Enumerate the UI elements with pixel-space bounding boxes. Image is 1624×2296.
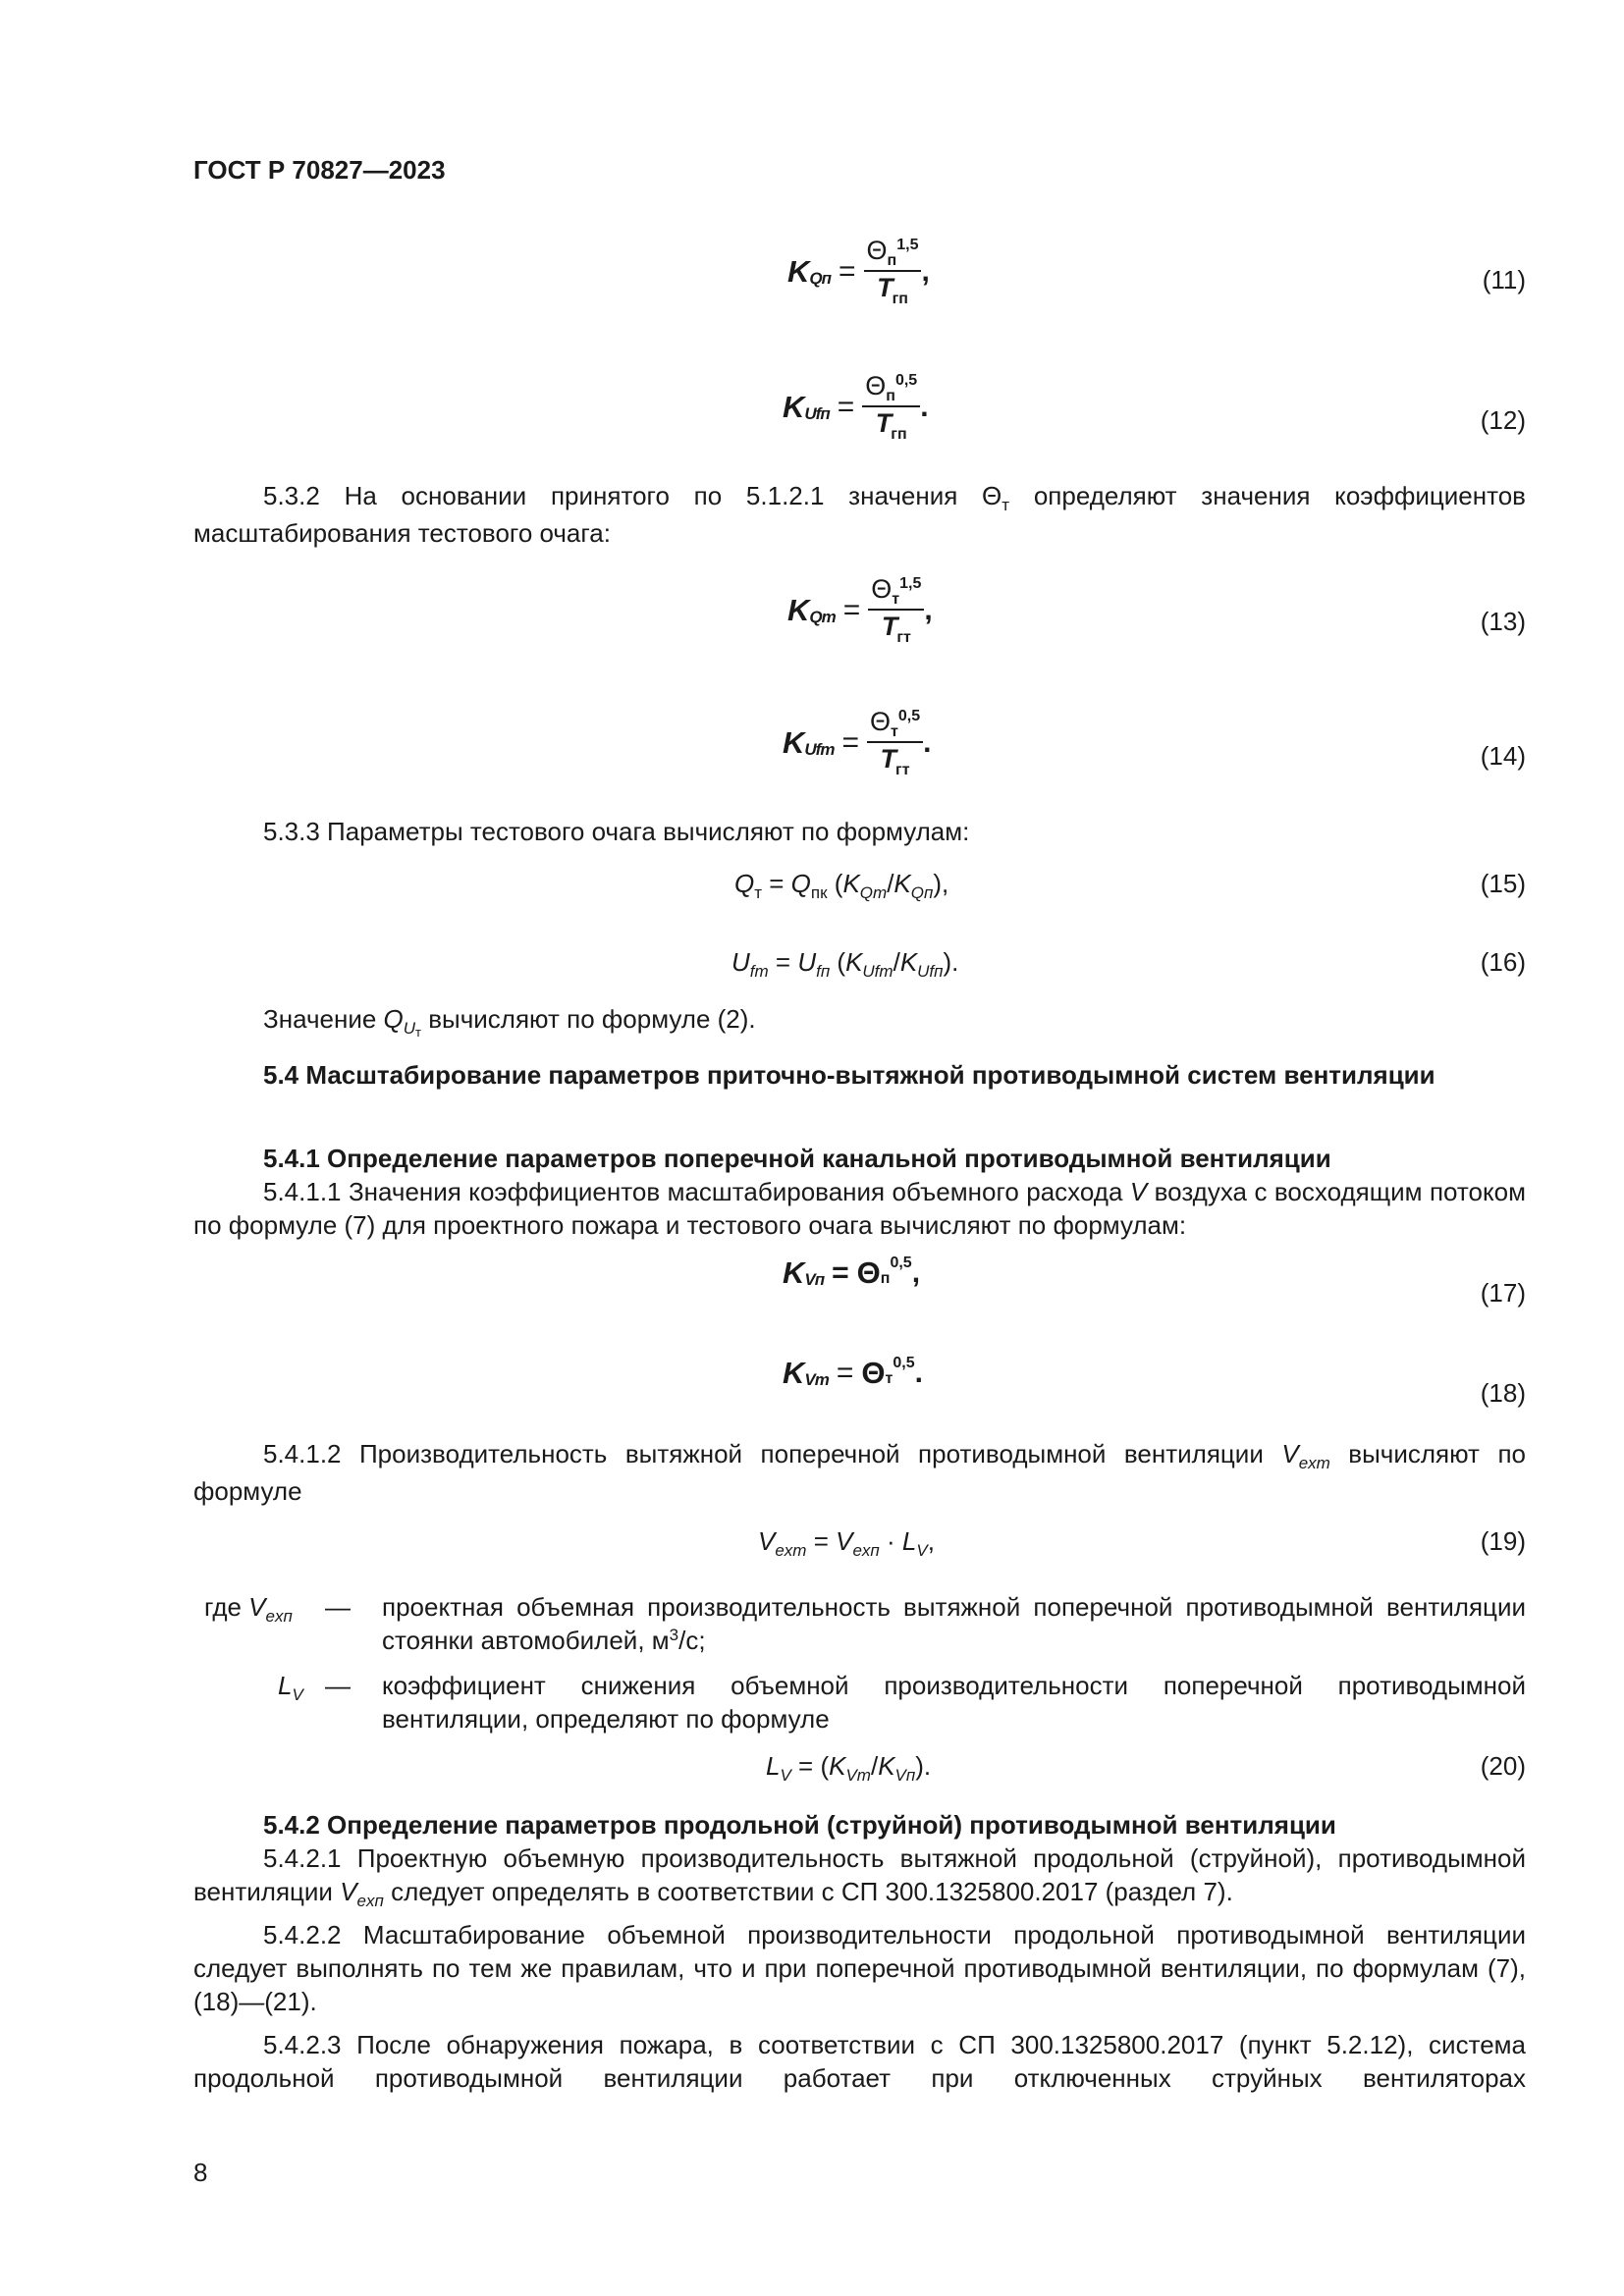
section-heading-5-4-2: 5.4.2 Определение параметров продольной (струйной) противодымной вентиляции	[263, 1810, 1336, 1840]
equation-number: (14)	[1480, 741, 1526, 771]
formula-12-expression: K Ufп = $\frac{\Theta_п^{0,5}}{T_{гп}}$ .	[783, 371, 929, 443]
formula-17	[193, 1256, 1526, 1315]
where-definition-v-exp: проектная объемная производительность вытяжной поперечной противодымной вентиляции стоянки автомобилей, $м^3/с$;	[382, 1592, 1526, 1655]
formula-20	[193, 1749, 1526, 1789]
equation-number: (11)	[1482, 265, 1526, 294]
paragraph-5-4-2-2: 5.4.2.2 Масштабирование объемной производительности продольной противодымной вентиляции следует выполнять по тем же правилам, что и при поперечной противодымной вентиляции, по формулам (7), (18)—(21).	[193, 1920, 1526, 2016]
formula-11	[193, 236, 1526, 344]
formula-18	[193, 1357, 1526, 1415]
where-term-v-exp: где $V_{exп}$	[204, 1592, 293, 1626]
formula-19	[193, 1524, 1526, 1564]
formula-13-expression: K Qт = $\frac{\Theta_т^{1,5}}{T_{гт}}$ ,	[787, 574, 933, 646]
section-heading-5-4: 5.4 Масштабирование параметров приточно-вытяжной противодымной систем вентиляции	[263, 1060, 1435, 1090]
formula-16	[193, 945, 1526, 985]
document-code-header: ГОСТ Р 70827—2023	[193, 155, 446, 185]
formula-11-expression: K Qп = $\frac{\Theta_п^{1,5}}{T_{гп}}$ ,	[787, 236, 930, 307]
paragraph-5-4-1-2: 5.4.1.2 Производительность вытяжной поперечной противодымной вентиляции $V_{exт}$ вычисляют по формуле	[193, 1439, 1526, 1506]
formula-14	[193, 707, 1526, 815]
formula-20-expression: $L_V = (K_{Vт}/K_{Vп})$.	[766, 1751, 932, 1785]
formula-18-expression: K Vт = Θ т 0,5 .	[783, 1355, 923, 1390]
formula-17-expression: K Vп = Θ п 0,5 ,	[783, 1255, 921, 1290]
equation-number: (18)	[1480, 1378, 1526, 1408]
where-definition-l-v: коэффициент снижения объемной производительности поперечной противодымной вентиляции, определяют по формуле	[382, 1671, 1526, 1734]
equation-number: (17)	[1480, 1278, 1526, 1308]
section-heading-5-4-1: 5.4.1 Определение параметров поперечной канальной противодымной вентиляции	[263, 1144, 1331, 1173]
paragraph-5-4-2-3: 5.4.2.3 После обнаружения пожара, в соответствии с СП 300.1325800.2017 (пункт 5.2.12), система продольной противодымной вентиляции работает при отключенных струйных вентиляторах	[193, 2030, 1526, 2093]
equation-number: (16)	[1480, 947, 1526, 977]
formula-19-expression: $V_{exт} = V_{exп} \cdot L_V$,	[758, 1526, 935, 1560]
paragraph-5-4-1-1: 5.4.1.1 Значения коэффициентов масштабирования объемного расхода V воздуха с восходящим потоком по формуле (7) для проектного пожара и тестового очага вычисляют по формулам:	[193, 1177, 1526, 1240]
formula-12	[193, 371, 1526, 479]
formula-14-expression: K Ufт = $\frac{\Theta_т^{0,5}}{T_{гт}}$ .	[783, 707, 932, 778]
paragraph-5-3-2: 5.3.2 На основании принятого по 5.1.2.1 значения $\Theta_т$ определяют значения коэффициентов масштабирования тестового очага:	[193, 481, 1526, 548]
where-dash: —	[325, 1592, 351, 1622]
formula-15-expression: $Q_т = Q_{пк}$ $(K_{Qт}/K_{Qп})$,	[734, 869, 949, 902]
formula-13	[193, 574, 1526, 682]
paragraph-5-4-2-1: 5.4.2.1 Проектную объемную производительность вытяжной продольной (струйной), противодымной вентиляции $V_{exп}$ следует определять в соответствии с СП 300.1325800.2017 (раздел 7).	[193, 1843, 1526, 1910]
equation-number: (19)	[1480, 1526, 1526, 1556]
formula-16-expression: $U_{fт} = U_{fп}$ $(K_{Ufт}/K_{Ufп})$.	[731, 947, 959, 981]
equation-number: (15)	[1480, 869, 1526, 898]
where-dash: —	[325, 1671, 351, 1700]
page-number: 8	[193, 2158, 208, 2187]
equation-number: (20)	[1480, 1751, 1526, 1781]
formula-15	[193, 867, 1526, 906]
equation-number: (12)	[1480, 405, 1526, 435]
equation-number: (13)	[1480, 607, 1526, 636]
where-term-l-v: $L_V$	[278, 1671, 303, 1704]
paragraph-5-3-3: 5.3.3 Параметры тестового очага вычисляют по формулам:	[263, 817, 970, 846]
paragraph-q-value: Значение $Q_{Uт}$ вычисляют по формуле (2).	[263, 1004, 756, 1040]
